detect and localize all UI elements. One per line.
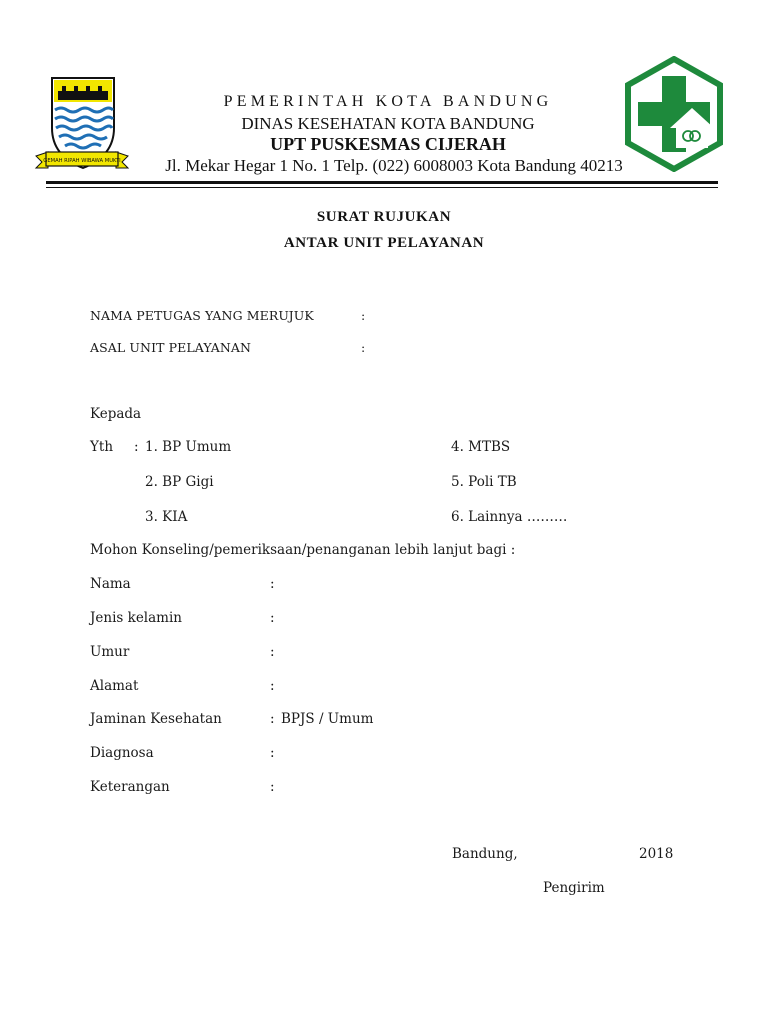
unit-option: 6. Lainnya ……… [451, 509, 568, 525]
request-statement: Mohon Konseling/pemeriksaan/penanganan lebih lanjut bagi : [90, 542, 516, 558]
patient-field-colon: : [270, 779, 275, 795]
patient-field-label: Jaminan Kesehatan [90, 711, 222, 727]
document-title: SURAT RUJUKAN [316, 209, 452, 225]
bandung-coat-of-arms-logo [34, 76, 130, 176]
patient-field-label: Jenis kelamin [90, 610, 182, 626]
unit-option: 3. KIA [145, 509, 188, 525]
svg-text:GEMAH RIPAH WIBAWA MUKTI: GEMAH RIPAH WIBAWA MUKTI [43, 158, 121, 164]
patient-field-label: Keterangan [90, 779, 170, 795]
insurance-value: BPJS / Umum [281, 711, 374, 727]
patient-field-label: Umur [90, 644, 130, 660]
signing-place: Bandung, [452, 846, 518, 862]
header-institution: UPT PUSKESMAS CIJERAH [270, 134, 506, 154]
patient-field-colon: : [270, 610, 275, 626]
patient-field-colon: : [270, 576, 275, 592]
patient-field-colon: : [270, 711, 275, 727]
puskesmas-logo [624, 56, 724, 172]
document-subtitle: ANTAR UNIT PELAYANAN [283, 235, 485, 251]
header-divider-thin [46, 187, 718, 188]
unit-option: 5. Poli TB [451, 474, 517, 490]
referring-officer-label: NAMA PETUGAS YANG MERUJUK [90, 308, 314, 323]
sender-label: Pengirim [543, 880, 605, 896]
patient-field-label: Diagnosa [90, 745, 154, 761]
patient-field-colon: : [270, 644, 275, 660]
header-divider-thick [46, 181, 718, 184]
patient-field-label: Nama [90, 576, 131, 592]
yth-label: Yth [90, 439, 114, 455]
header-address: Jl. Mekar Hegar 1 No. 1 Telp. (022) 6008003 Kota Bandung 40213 [165, 156, 623, 175]
origin-unit-label: ASAL UNIT PELAYANAN [90, 340, 252, 355]
patient-field-label: Alamat [90, 678, 139, 694]
unit-option: 1. BP Umum [145, 439, 232, 455]
recipient-heading: Kepada [90, 406, 142, 422]
header-government: PEMERINTAH KOTA BANDUNG [223, 93, 553, 110]
unit-option: 2. BP Gigi [145, 474, 214, 490]
referring-officer-colon: : [361, 308, 366, 323]
patient-field-colon: : [270, 745, 275, 761]
signing-year: 2018 [639, 846, 674, 862]
origin-unit-colon: : [361, 340, 366, 355]
patient-field-colon: : [270, 678, 275, 694]
header-department: DINAS KESEHATAN KOTA BANDUNG [241, 114, 535, 133]
unit-option: 4. MTBS [451, 439, 511, 455]
yth-colon: : [134, 439, 139, 455]
